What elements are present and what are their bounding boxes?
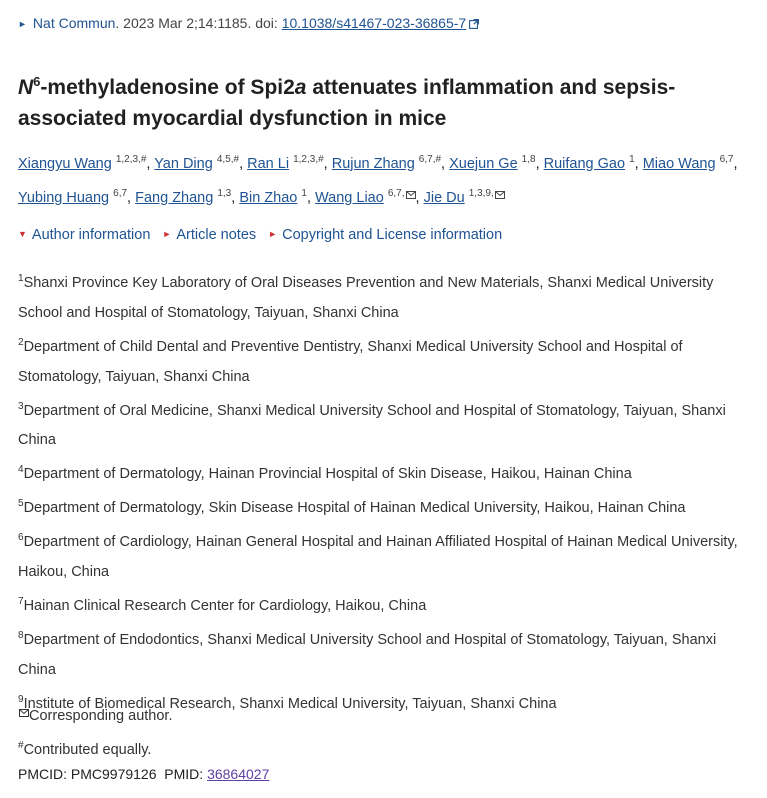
triangle-down-icon: ▼ bbox=[18, 229, 27, 239]
envelope-icon[interactable] bbox=[406, 191, 416, 199]
affiliation-item bbox=[18, 621, 756, 685]
author-affiliation-marker: 6,7,# bbox=[418, 154, 442, 165]
contributed-note bbox=[18, 731, 173, 765]
affiliation-text: Hainan Clinical Research Center for Cardiology, Haikou, China bbox=[23, 597, 427, 614]
corresponding-text: Corresponding author. bbox=[29, 708, 173, 724]
author-link[interactable]: Yubing Huang bbox=[18, 189, 110, 206]
author-entry bbox=[544, 156, 635, 172]
author-link[interactable]: Yan Ding bbox=[154, 155, 213, 172]
author-entry bbox=[247, 156, 324, 172]
author-entry bbox=[154, 156, 239, 172]
expand-triangle-icon[interactable]: ► bbox=[18, 19, 27, 29]
author-link[interactable]: Wang Liao bbox=[315, 189, 384, 206]
affiliation-number: 4 bbox=[18, 464, 24, 476]
copyright-label: Copyright and License information bbox=[282, 227, 503, 243]
affiliation-text: Department of Dermatology, Hainan Provincial Hospital of Skin Disease, Haikou, Hainan China bbox=[23, 466, 632, 483]
author-link[interactable]: Ruifang Gao bbox=[543, 155, 626, 172]
author-entry bbox=[423, 187, 505, 206]
envelope-icon bbox=[19, 709, 29, 717]
doi-link[interactable]: 10.1038/s41467-023-36865-7 bbox=[281, 15, 467, 31]
author-entry bbox=[18, 187, 128, 206]
external-link-icon bbox=[469, 19, 479, 29]
article-ids bbox=[18, 761, 269, 787]
affiliation-item bbox=[18, 264, 756, 328]
author-entry bbox=[315, 187, 416, 206]
author-link[interactable]: Fang Zhang bbox=[135, 189, 214, 206]
triangle-right-icon: ► bbox=[162, 229, 172, 239]
corresponding-note bbox=[18, 701, 173, 731]
triangle-right-icon: ► bbox=[268, 229, 278, 239]
article-notes-toggle[interactable] bbox=[162, 227, 256, 243]
author-affiliation-marker: 1,3 bbox=[217, 187, 232, 199]
author-affiliation-marker: 6,7 bbox=[113, 187, 128, 199]
author-affiliation-marker: 6,7, bbox=[387, 187, 405, 199]
article-title bbox=[18, 66, 738, 134]
affiliation-number: 5 bbox=[18, 498, 24, 510]
affiliation-number: 1 bbox=[18, 273, 24, 284]
affiliation-text: Shanxi Province Key Laboratory of Oral Diseases Prevention and New Materials, Shanxi Medical University School and Hospital of Stomatology, Taiyuan, Shanxi China bbox=[18, 274, 714, 321]
contributed-text: Contributed equally. bbox=[23, 741, 152, 758]
author-affiliation-marker: 1,3,9, bbox=[468, 187, 494, 199]
contributed-marker: # bbox=[18, 740, 24, 751]
author-affiliation-marker: 1,8 bbox=[521, 154, 536, 165]
affiliation-number: 9 bbox=[18, 693, 24, 705]
author-entry bbox=[239, 187, 307, 206]
author-notes bbox=[18, 701, 173, 765]
affiliation-item bbox=[18, 489, 756, 523]
title-part-1: -methyladenosine of Spi2 bbox=[40, 76, 295, 99]
affiliation-item bbox=[18, 328, 756, 392]
author-entry bbox=[18, 156, 146, 172]
journal-link[interactable]: Nat Commun bbox=[32, 15, 116, 31]
author-link[interactable]: Xuejun Ge bbox=[449, 155, 518, 172]
title-prefix: N bbox=[18, 76, 34, 99]
citation-details: . 2023 Mar 2;14:1185. doi: bbox=[115, 15, 282, 31]
author-information-toggle[interactable] bbox=[18, 227, 150, 243]
affiliation-text: Department of Dermatology, Skin Disease Hospital of Hainan Medical University, Haikou, Hainan China bbox=[23, 500, 686, 517]
copyright-toggle[interactable] bbox=[268, 227, 502, 243]
affiliation-text: Department of Child Dental and Preventive Dentistry, Shanxi Medical University School and Hospital of Stomatology, Taiyuan, Shanxi China bbox=[18, 338, 683, 385]
author-affiliation-marker: 6,7 bbox=[719, 154, 734, 165]
pmid-link[interactable]: 36864027 bbox=[207, 766, 270, 782]
affiliation-item bbox=[18, 455, 756, 489]
author-link[interactable]: Xiangyu Wang bbox=[18, 155, 112, 172]
affiliation-number: 2 bbox=[18, 336, 24, 348]
author-affiliation-marker: 1 bbox=[301, 187, 307, 199]
author-link[interactable]: Miao Wang bbox=[642, 155, 716, 172]
affiliation-text: Department of Oral Medicine, Shanxi Medical University School and Hospital of Stomatology, Taiyuan, Shanxi China bbox=[18, 402, 726, 449]
title-italic: a bbox=[294, 76, 307, 99]
affiliation-item bbox=[18, 392, 756, 456]
affiliation-number: 7 bbox=[18, 595, 24, 607]
author-entry bbox=[135, 187, 232, 206]
affiliation-item bbox=[18, 523, 756, 587]
title-part-2: attenuates inflammation and sepsis-associated myocardial dysfunction in mice bbox=[18, 76, 676, 130]
affiliation-text: Department of Cardiology, Hainan General Hospital and Hainan Affiliated Hospital of Hainan Medical University, Haikou, China bbox=[18, 533, 738, 580]
affiliation-text: Institute of Biomedical Research, Shanxi Medical University, Taiyuan, Shanxi China bbox=[23, 695, 557, 712]
author-link[interactable]: Rujun Zhang bbox=[331, 155, 415, 172]
author-affiliation-marker: 4,5,# bbox=[216, 154, 240, 165]
title-superscript: 6 bbox=[33, 74, 41, 89]
pmid-label: PMID: bbox=[164, 766, 208, 782]
author-entry bbox=[449, 156, 535, 172]
author-link[interactable]: Bin Zhao bbox=[239, 189, 298, 206]
pmcid-label: PMCID: bbox=[18, 766, 71, 782]
author-affiliation-marker: 1,2,3,# bbox=[293, 154, 324, 165]
article-notes-label: Article notes bbox=[176, 227, 257, 243]
author-affiliation-marker: 1,2,3,# bbox=[115, 154, 147, 165]
author-entry bbox=[643, 156, 734, 172]
affiliation-number: 6 bbox=[18, 532, 24, 544]
author-link[interactable]: Ran Li bbox=[247, 155, 290, 172]
envelope-icon[interactable] bbox=[495, 191, 505, 199]
affiliation-list bbox=[18, 264, 756, 718]
affiliation-number: 8 bbox=[18, 629, 24, 641]
pmcid-value: PMC9979126 bbox=[70, 766, 157, 782]
author-entry bbox=[332, 156, 441, 172]
author-affiliation-marker: 1 bbox=[629, 154, 635, 165]
affiliation-number: 3 bbox=[18, 400, 24, 412]
affiliation-item bbox=[18, 587, 756, 621]
author-link[interactable]: Jie Du bbox=[423, 189, 465, 206]
author-list: Xiangyu Wang $^{1,2,3,\#}$, Yan Ding $^{4,5,\#}$, Ran Li $^{1,2,3,\#}$, Rujun Zhang $^{6,7,\#}$, Xuejun Ge $^{1,8}$, Ruifang Gao $^1$, Miao Wang $^{6,7}$, Yubing Huang $^{6,7}$, Fang Zhang $^{1,3}$, Bin Zhao $^1$, Wang Liao $^{6,7,}$ , Jie Du $^{1,3,9,}$ bbox=[18, 154, 738, 206]
affiliation-text: Department of Endodontics, Shanxi Medical University School and Hospital of Stomatology, Taiyuan, Shanxi China bbox=[18, 631, 717, 678]
info-toggles bbox=[18, 223, 510, 246]
citation-line bbox=[18, 13, 479, 34]
author-information-label: Author information bbox=[31, 227, 151, 243]
